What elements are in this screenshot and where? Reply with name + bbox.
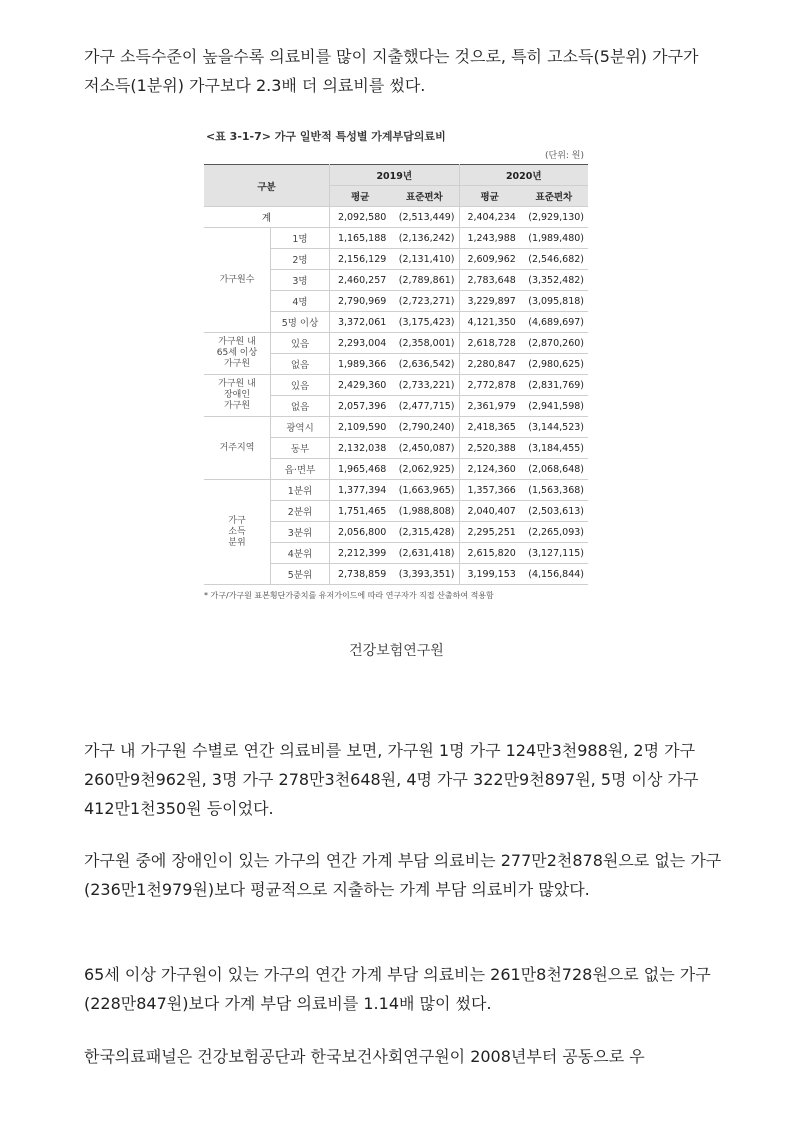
sub-label: 광역시	[271, 417, 330, 438]
table-row	[204, 228, 588, 249]
cell: 4,121,350	[459, 312, 520, 333]
sub-label: 1분위	[271, 480, 330, 501]
cell: 3,372,061	[330, 312, 391, 333]
cell: (4,156,844)	[520, 564, 588, 585]
cell: 2,609,962	[459, 249, 520, 270]
cell: 1,965,468	[330, 459, 391, 480]
cell: (2,062,925)	[390, 459, 459, 480]
cell: (3,127,115)	[520, 543, 588, 564]
cell: (2,790,240)	[390, 417, 459, 438]
cell: (2,450,087)	[390, 438, 459, 459]
sub-label: 5명 이상	[271, 312, 330, 333]
cell: (1,563,368)	[520, 480, 588, 501]
cell: 2,109,590	[330, 417, 391, 438]
sub-label: 있음	[271, 375, 330, 396]
sub-label: 1명	[271, 228, 330, 249]
table-row	[204, 480, 588, 501]
sub-label: 없음	[271, 354, 330, 375]
cell: 2,057,396	[330, 396, 391, 417]
sub-label: 4분위	[271, 543, 330, 564]
sub-label: 읍·면부	[271, 459, 330, 480]
cell: 3,229,897	[459, 291, 520, 312]
cell: 2,418,365	[459, 417, 520, 438]
cell: (2,136,242)	[390, 228, 459, 249]
cell: 2,056,800	[330, 522, 391, 543]
header-sd: 표준편차	[520, 186, 588, 207]
cell: 1,377,394	[330, 480, 391, 501]
sub-label: 3분위	[271, 522, 330, 543]
cell: (2,358,001)	[390, 333, 459, 354]
cell: 3,199,153	[459, 564, 520, 585]
cell: (1,989,480)	[520, 228, 588, 249]
cell: (2,980,625)	[520, 354, 588, 375]
header-mean: 평균	[330, 186, 391, 207]
medical-expense-table	[204, 164, 588, 585]
cell: (2,789,861)	[390, 270, 459, 291]
cell: (4,689,697)	[520, 312, 588, 333]
sub-label: 없음	[271, 396, 330, 417]
cell: (2,315,428)	[390, 522, 459, 543]
cell: 2,124,360	[459, 459, 520, 480]
group-label: 가구원 내 장애인 가구원	[204, 375, 271, 417]
cell: 2,790,969	[330, 291, 391, 312]
cell: (2,733,221)	[390, 375, 459, 396]
cell: 2,404,234	[459, 207, 520, 228]
cell: 2,092,580	[330, 207, 391, 228]
cell: (2,636,542)	[390, 354, 459, 375]
cell: (3,393,351)	[390, 564, 459, 585]
table-figure	[200, 128, 590, 601]
sub-label: 3명	[271, 270, 330, 291]
cell: (2,870,260)	[520, 333, 588, 354]
cell: 2,615,820	[459, 543, 520, 564]
cell: (2,723,271)	[390, 291, 459, 312]
cell: 2,156,129	[330, 249, 391, 270]
cell: (2,929,130)	[520, 207, 588, 228]
cell: 2,280,847	[459, 354, 520, 375]
cell: 2,618,728	[459, 333, 520, 354]
sub-label: 2분위	[271, 501, 330, 522]
cell: (2,941,598)	[520, 396, 588, 417]
cell: 2,040,407	[459, 501, 520, 522]
cell: 1,165,188	[330, 228, 391, 249]
header-group: 구분	[204, 165, 330, 207]
figure-caption: 건강보험연구원	[349, 643, 444, 659]
panel-paragraph: 한국의료패널은 건강보험공단과 한국보건사회연구원이 2008년부터 공동으로 우	[84, 1047, 645, 1066]
total-label: 계	[204, 207, 330, 228]
cell: (2,265,093)	[520, 522, 588, 543]
table-title: <표 3-1-7> 가구 일반적 특성별 가계부담의료비	[206, 130, 446, 143]
header-year-2019: 2019년	[330, 165, 460, 186]
cell: 2,520,388	[459, 438, 520, 459]
table-row	[204, 207, 588, 228]
cell: (1,988,808)	[390, 501, 459, 522]
elderly-paragraph: 65세 이상 가구원이 있는 가구의 연간 가계 부담 의료비는 261만8천728원으로 없는 가구(228만847원)보다 가계 부담 의료비를 1.14배 많이 썼다.	[84, 965, 711, 1013]
group-label: 가구 소득 분위	[204, 480, 271, 585]
cell: 1,243,988	[459, 228, 520, 249]
intro-paragraph: 가구 소득수준이 높을수록 의료비를 많이 지출했다는 것으로, 특히 고소득(5분위) 가구가 저소득(1분위) 가구보다 2.3배 더 의료비를 썼다.	[84, 47, 699, 95]
sub-label: 2명	[271, 249, 330, 270]
header-year-2020: 2020년	[459, 165, 588, 186]
household-size-paragraph: 가구 내 가구원 수별로 연간 의료비를 보면, 가구원 1명 가구 124만3천988원, 2명 가구 260만9천962원, 3명 가구 278만3천648원, 4명 가구 322만9천897원, 5명 이상 가구 412만1천350원 등이었다.	[84, 741, 699, 818]
sub-label: 4명	[271, 291, 330, 312]
cell: 1,357,366	[459, 480, 520, 501]
header-sd: 표준편차	[390, 186, 459, 207]
cell: (1,663,965)	[390, 480, 459, 501]
sub-label: 5분위	[271, 564, 330, 585]
group-label: 가구원 내 65세 이상 가구원	[204, 333, 271, 375]
sub-label: 있음	[271, 333, 330, 354]
header-mean: 평균	[459, 186, 520, 207]
cell: (2,513,449)	[390, 207, 459, 228]
cell: (2,831,769)	[520, 375, 588, 396]
table-row	[204, 333, 588, 354]
cell: 2,361,979	[459, 396, 520, 417]
table-row	[204, 417, 588, 438]
cell: (2,068,648)	[520, 459, 588, 480]
cell: (2,503,613)	[520, 501, 588, 522]
table-note: * 가구/가구원 표본횡단가중치를 유저가이드에 따라 연구자가 직접 산출하여 적용함	[204, 591, 494, 600]
cell: 1,989,366	[330, 354, 391, 375]
sub-label: 동부	[271, 438, 330, 459]
cell: 2,772,878	[459, 375, 520, 396]
cell: 1,751,465	[330, 501, 391, 522]
cell: 2,295,251	[459, 522, 520, 543]
table-row	[204, 375, 588, 396]
cell: 2,460,257	[330, 270, 391, 291]
cell: (3,352,482)	[520, 270, 588, 291]
cell: 2,429,360	[330, 375, 391, 396]
table-unit: (단위: 원)	[545, 151, 584, 161]
cell: (2,546,682)	[520, 249, 588, 270]
cell: (2,477,715)	[390, 396, 459, 417]
cell: (2,631,418)	[390, 543, 459, 564]
disabled-paragraph: 가구원 중에 장애인이 있는 가구의 연간 가계 부담 의료비는 277만2천878원으로 없는 가구(236만1천979원)보다 평균적으로 지출하는 가계 부담 의료비가 많았다.	[84, 851, 722, 899]
cell: 2,738,859	[330, 564, 391, 585]
cell: (3,095,818)	[520, 291, 588, 312]
cell: 2,212,399	[330, 543, 391, 564]
cell: (2,131,410)	[390, 249, 459, 270]
cell: (3,175,423)	[390, 312, 459, 333]
cell: 2,132,038	[330, 438, 391, 459]
cell: 2,783,648	[459, 270, 520, 291]
group-label: 거주지역	[204, 417, 271, 480]
cell: (3,184,455)	[520, 438, 588, 459]
cell: (3,144,523)	[520, 417, 588, 438]
group-label: 가구원수	[204, 228, 271, 333]
cell: 2,293,004	[330, 333, 391, 354]
